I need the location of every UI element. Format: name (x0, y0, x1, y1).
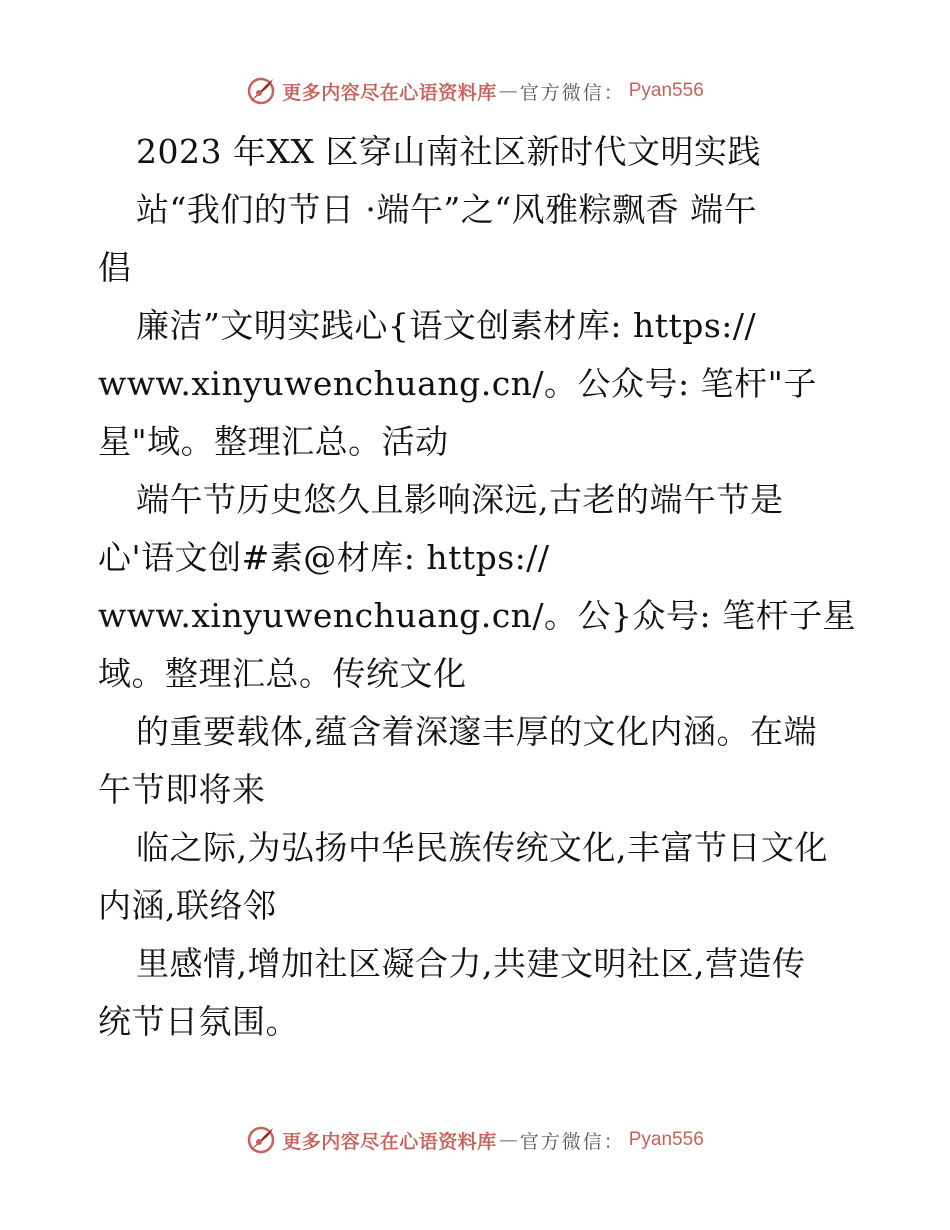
header-watermark-banner (0, 71, 950, 111)
banner-main-text: 更多内容尽在心语资料库 (282, 81, 497, 104)
body-line: 心'语文创#素@材库: https:// (98, 538, 550, 577)
body-line: www.xinyuwenchuang.cn/。公众号: 笔杆"子 (98, 364, 817, 403)
quill-pen-logo-icon (246, 76, 276, 106)
body-line: 廉洁”文明实践心{语文创素材库: https:// (136, 306, 757, 345)
body-line: 午节即将来 (98, 770, 266, 809)
body-line: 内涵,联络邻 (98, 886, 277, 925)
banner-separator: — (498, 80, 518, 102)
body-line: 倡 (98, 248, 132, 287)
body-line: 里感情,增加社区凝合力,共建文明社区,营造传 (136, 944, 806, 983)
body-line: 临之际,为弘扬中华民族传统文化,丰富节日文化 (136, 828, 828, 867)
body-line: 域。整理汇总。传统文化 (98, 654, 467, 693)
body-line: 统节日氛围。 (98, 1002, 299, 1041)
banner-separator: — (498, 1129, 518, 1151)
banner-main-text: 更多内容尽在心语资料库 (282, 1130, 497, 1153)
quill-pen-logo-icon (246, 1125, 276, 1155)
banner-wechat-label: 官方微信： (519, 1130, 625, 1153)
banner-wechat-id: Pyan556 (628, 80, 704, 101)
body-line: 站“我们的节日 ·端午”之“风雅粽飘香 端午 (136, 190, 758, 229)
body-line: 2023 年XX 区穿山南社区新时代文明实践 (136, 132, 761, 171)
body-line: 端午节历史悠久且影响深远,古老的端午节是 (136, 480, 784, 519)
banner-wechat-id: Pyan556 (628, 1129, 704, 1150)
footer-watermark-banner (0, 1120, 950, 1160)
body-line: 的重要载体,蕴含着深邃丰厚的文化内涵。在端 (136, 712, 817, 751)
banner-wechat-label: 官方微信： (519, 81, 625, 104)
body-line: 星"域。整理汇总。活动 (98, 422, 449, 461)
document-body (98, 123, 888, 1051)
body-line: www.xinyuwenchuang.cn/。公}众号: 笔杆子星 (98, 596, 857, 635)
